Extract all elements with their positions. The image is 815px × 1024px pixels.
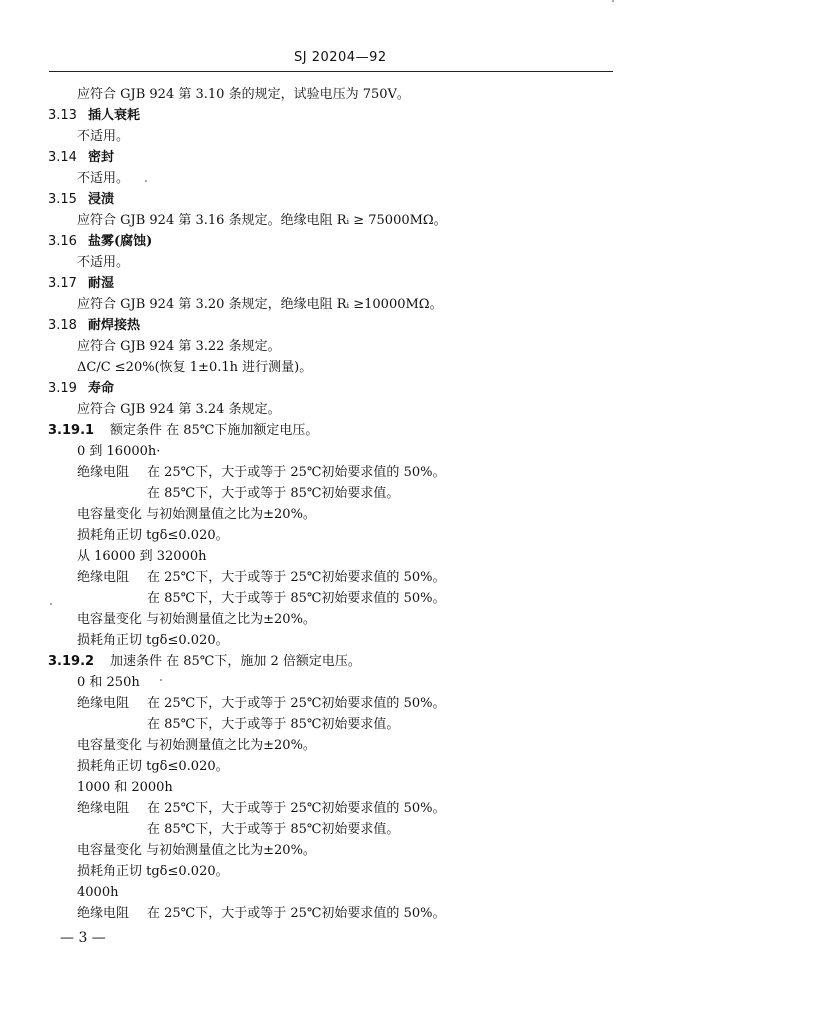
section-title: 盐雾(腐蚀) (88, 234, 153, 249)
insulation-value-85: 在 85℃下，大于或等于 85℃初始要求值。 (147, 822, 400, 837)
section-title: 耐湿 (88, 276, 115, 291)
section-number: 3.15 (48, 192, 77, 207)
section-3-15-body: 应符合 GJB 924 第 3.16 条规定。绝缘电阻 Rᵢ ≥ 75000MΩ。 (77, 213, 447, 228)
section-number: 3.16 (48, 234, 77, 249)
insulation-value: 在 25℃下，大于或等于 25℃初始要求值的 50%。 (147, 570, 446, 585)
section-title: 插人衰耗 (88, 108, 141, 123)
subsection-text: 加速条件 在 85℃下，施加 2 倍额定电压。 (110, 654, 361, 669)
scan-speck (50, 603, 52, 605)
section-number: 3.19 (48, 381, 77, 396)
scan-speck (160, 679, 162, 681)
section-3-18-body: 应符合 GJB 924 第 3.22 条规定。 (77, 339, 281, 354)
insulation-value: 在 25℃下，大于或等于 25℃初始要求值的 50%。 (147, 906, 446, 921)
insulation-resistance-row (77, 800, 445, 818)
insulation-value-85: 在 85℃下，大于或等于 85℃初始要求值。 (147, 486, 400, 501)
section-number: 3.14 (48, 150, 77, 165)
section-3-14-body: 不适用。 (77, 171, 130, 186)
insulation-resistance-row (77, 569, 445, 587)
insulation-value: 在 25℃下，大于或等于 25℃初始要求值的 50%。 (147, 696, 446, 711)
loss-tangent: 损耗角正切 tgδ≤0.020。 (77, 633, 229, 648)
insulation-value-85: 在 85℃下，大于或等于 85℃初始要求值。 (147, 717, 400, 732)
scan-speck (145, 180, 147, 182)
section-3-17-heading (48, 275, 114, 293)
period-range: 1000 和 2000h (77, 780, 173, 795)
subsection-number: 3.19.1 (48, 423, 95, 438)
subsection-number: 3.19.2 (48, 654, 95, 669)
section-3-19-body: 应符合 GJB 924 第 3.24 条规定。 (77, 402, 281, 417)
period-range: 0 和 250h (77, 675, 140, 690)
capacitance-change: 电容量变化 与初始测量值之比为±20%。 (77, 738, 316, 753)
section-3-18-formula: ΔC/C ≤20%(恢复 1±0.1h 进行测量)。 (77, 360, 313, 375)
section-title: 密封 (88, 150, 115, 165)
paragraph-3-12-cont: 应符合 GJB 924 第 3.10 条的规定，试验电压为 750V。 (77, 87, 410, 102)
section-3-15-heading (48, 191, 114, 209)
loss-tangent: 损耗角正切 tgδ≤0.020。 (77, 759, 229, 774)
section-3-19-heading (48, 380, 114, 398)
capacitance-change: 电容量变化 与初始测量值之比为±20%。 (77, 507, 316, 522)
period-range: 0 到 16000h· (77, 444, 161, 459)
section-3-16-body: 不适用。 (77, 255, 130, 270)
section-3-19-1-heading (48, 422, 318, 440)
insulation-resistance-row (77, 464, 445, 482)
header-rule (49, 71, 613, 72)
section-3-13-heading (48, 107, 140, 125)
insulation-label: 绝缘电阻 (77, 801, 130, 816)
section-title: 耐焊接热 (88, 318, 141, 333)
capacitance-change: 电容量变化 与初始测量值之比为±20%。 (77, 612, 316, 627)
page-number: — 3 — (60, 930, 106, 946)
document-code: SJ 20204—92 (294, 50, 387, 65)
section-number: 3.18 (48, 318, 77, 333)
section-number: 3.13 (48, 108, 77, 123)
section-3-17-body: 应符合 GJB 924 第 3.20 条规定，绝缘电阻 Rᵢ ≥10000MΩ。 (77, 297, 443, 312)
section-3-18-heading (48, 317, 140, 335)
section-number: 3.17 (48, 276, 77, 291)
period-range: 4000h (77, 885, 119, 900)
insulation-label: 绝缘电阻 (77, 696, 130, 711)
section-title: 浸渍 (88, 192, 115, 207)
section-3-19-2-heading (48, 653, 361, 671)
insulation-label: 绝缘电阻 (77, 465, 130, 480)
subsection-text: 额定条件 在 85℃下施加额定电压。 (110, 423, 319, 438)
insulation-value-85: 在 85℃下，大于或等于 85℃初始要求值的 50%。 (147, 591, 446, 606)
insulation-label: 绝缘电阻 (77, 570, 130, 585)
insulation-label: 绝缘电阻 (77, 906, 130, 921)
section-3-16-heading (48, 233, 152, 251)
insulation-resistance-row (77, 695, 445, 713)
capacitance-change: 电容量变化 与初始测量值之比为±20%。 (77, 843, 316, 858)
insulation-resistance-row (77, 905, 445, 923)
section-3-13-body: 不适用。 (77, 129, 130, 144)
section-title: 寿命 (88, 381, 115, 396)
section-3-14-heading (48, 149, 114, 167)
scan-speck (612, 0, 614, 2)
insulation-value: 在 25℃下，大于或等于 25℃初始要求值的 50%。 (147, 801, 446, 816)
loss-tangent: 损耗角正切 tgδ≤0.020。 (77, 528, 229, 543)
period-range: 从 16000 到 32000h (77, 549, 207, 564)
insulation-value: 在 25℃下，大于或等于 25℃初始要求值的 50%。 (147, 465, 446, 480)
loss-tangent: 损耗角正切 tgδ≤0.020。 (77, 864, 229, 879)
